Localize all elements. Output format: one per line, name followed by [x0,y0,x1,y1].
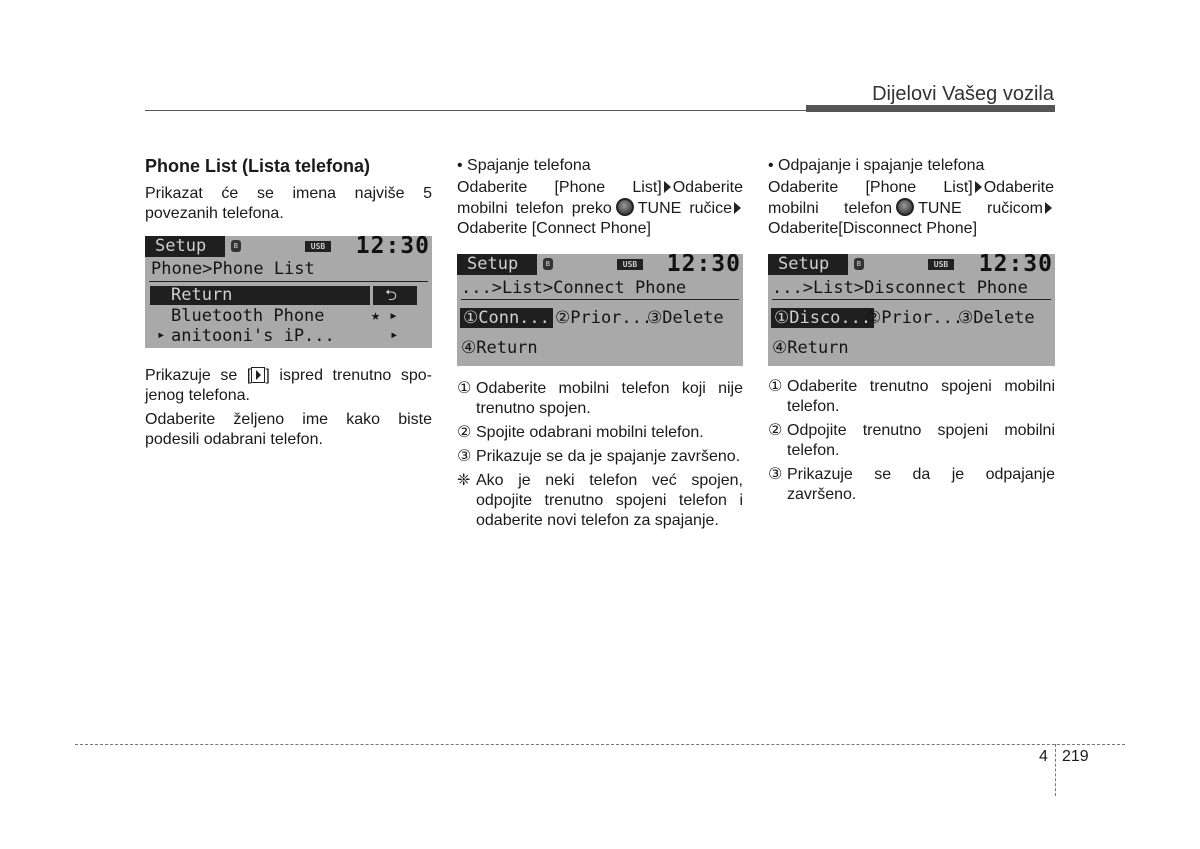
lcd-setup-label: Setup [457,254,537,275]
step-item: ③ Prikazuje se da je odpajanje završeno. [768,466,1055,503]
step-item: ② Odpojite trenutno spojeni mobilni telefon. [768,422,1055,459]
usb-icon: USB [928,259,954,270]
chapter-number: 4 [1039,748,1048,765]
lcd-return-option[interactable]: ④Return [461,338,538,358]
lcd-disconnect-phone [768,254,1055,366]
note-item: ❈ Ako je neki telefon već spojen, odpojite trenutno spojeni telefon i odaberite novi telefon za spajanje. [457,472,743,529]
header-rule [145,110,807,111]
page-number: 219 [1062,748,1089,765]
heading-phone-list: Phone List (Lista telefona) [145,156,371,176]
disconnect-steps [768,377,1055,509]
lcd-priority-option[interactable]: ②Prior... [555,308,653,328]
step-item: ① Odaberite trenutno spojeni mobilni telefon. [768,378,1055,415]
column-phone-list-notes [145,366,432,454]
step-item: ③ Prikazuje se da je spajanje završeno. [457,448,741,465]
select-phone-note: Odaberite željeno ime kako biste podesili odabrani telefon. [145,411,432,448]
lcd-clock: 12:30 [666,254,741,277]
lcd-path: Phone>Phone List [151,259,315,279]
step-item: ② Spojite odabrani mobilni telefon. [457,424,704,441]
lcd-disconnect-option[interactable]: ①Disco... [771,308,874,328]
lcd-connect-phone [457,254,743,366]
bluetooth-icon: ʙ [231,240,241,252]
arrow-right-icon [664,181,671,193]
lcd-return-option[interactable]: ④Return [772,338,849,358]
star-icon: ★ ▸ [371,306,399,324]
lcd-return-label: Return [171,285,233,305]
lcd-priority-option[interactable]: ②Prior... [866,308,964,328]
lcd-setup-label: Setup [768,254,848,275]
tune-knob-icon [616,198,634,216]
bluetooth-icon: ʙ [854,258,864,270]
current-marker-icon [251,367,265,383]
disconnect-instructions: Odaberite [Phone List] Odaberite mobilni telefon TUNE ručicomOdaberite[Disconnect Phone] [768,179,1054,237]
bullet-disconnect: • Odpajanje i spajanje telefona [768,157,985,174]
lcd-separator [149,281,428,282]
back-arrow-icon: ⮌ [385,286,398,304]
arrow-right-icon [975,181,982,193]
arrow-right-icon [734,202,741,214]
lcd-separator [772,299,1051,300]
section-title: Dijelovi Vašeg vozila [872,83,1054,105]
lcd-setup-label: Setup [145,236,225,257]
chevron-right-icon: ▸ [390,327,399,343]
lcd-clock: 12:30 [355,236,430,259]
lcd-path: ...>List>Disconnect Phone [772,278,1028,298]
bluetooth-icon: ʙ [543,258,553,270]
lcd-phone2[interactable]: anitooni's iP... [171,326,335,346]
lcd-delete-option[interactable]: ③Delete [958,308,1035,328]
connect-instructions: Odaberite [Phone List] Odaberite mobilni telefon preko TUNE ručiceOdaberite [Connect Phone] [457,179,743,237]
column-disconnect [768,156,1054,243]
current-phone-note: Prikazuje se [ ] ispred trenutno spo-jenog telefona. [145,367,432,404]
footer-rule [75,744,1125,745]
tune-knob-icon [896,198,914,216]
intro-text: Prikazat će se imena najviše 5 povezanih telefona. [145,185,432,222]
lcd-clock: 12:30 [978,254,1053,277]
column-connect [457,156,743,243]
lcd-path: ...>List>Connect Phone [461,278,687,298]
lcd-separator [461,299,739,300]
lcd-bluetooth-phone[interactable]: Bluetooth Phone [171,306,325,326]
bullet-connect: • Spajanje telefona [457,157,591,174]
connect-steps [457,379,743,535]
usb-icon: USB [305,241,331,252]
lcd-connect-option[interactable]: ①Conn... [460,308,553,328]
header-rule-bar [806,105,1055,112]
column-phone-list [145,156,432,228]
lcd-delete-option[interactable]: ③Delete [647,308,724,328]
step-item: ① Odaberite mobilni telefon koji nije trenutno spojen. [457,380,743,417]
lcd-phone2-prefix: ▸ [157,327,166,343]
usb-icon: USB [617,259,643,270]
footer-divider [1055,744,1056,796]
arrow-right-icon [1045,202,1052,214]
lcd-phone-list [145,236,432,348]
